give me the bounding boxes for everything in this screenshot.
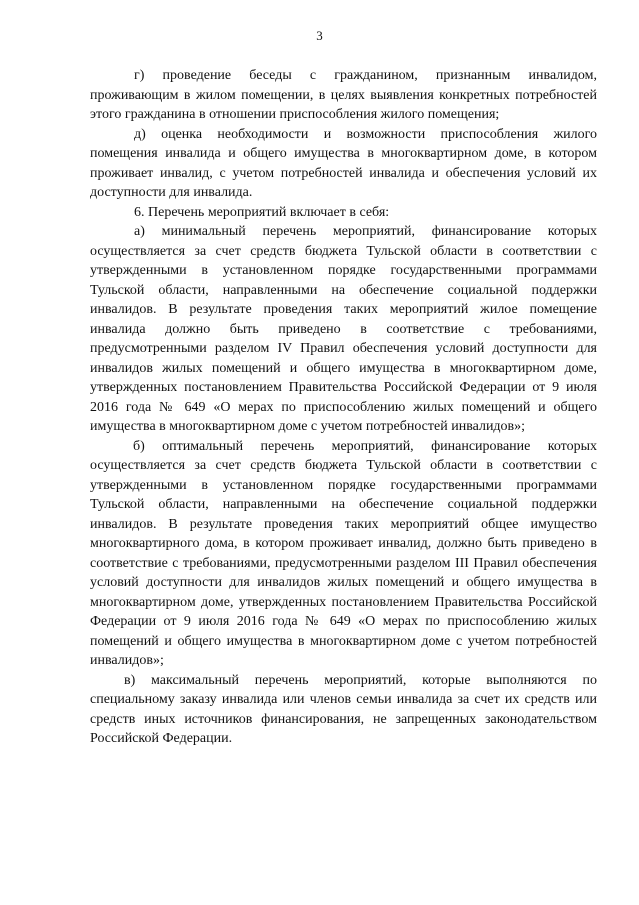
paragraph-item-a: а) минимальный перечень мероприятий, финансирование которых осуществляется за счет средств бюджета Тульской области в соответствии с утвержденными в установленном порядке государственными программами Тульской области, направленными на обеспечение социальной поддержки инвалидов. В результате проведения таких мероприятий жилое помещение инвалида должно быть приведено в соответствие с требованиями, предусмотренными разделом IV Правил обеспечения условий доступности для инвалидов жилых помещений и общего имущества в многоквартирном доме, утвержденных постановлением Правительства Российской Федерации от 9 июля 2016 года № 649 «О мерах по приспособлению жилых помещений и общего имущества в многоквартирном доме с учетом потребностей инвалидов»;	[90, 224, 597, 434]
paragraph-item-b: б) оптимальный перечень мероприятий, финансирование которых осуществляется за счет средств бюджета Тульской области в соответствии с утвержденными в установленном порядке государственными программами Тульской области, направленными на обеспечение социальной поддержки инвалидов. В результате проведения таких мероприятий общее имущество многоквартирного дома, в котором проживает инвалид, должно быть приведено в соответствие с требованиями, предусмотренными разделом III Правил обеспечения условий доступности для инвалидов жилых помещений и общего имущества в многоквартирном доме, утвержденных постановлением Правительства Российской Федерации от 9 июля 2016 года № 649 «О мерах по приспособлению жилых помещений и общего имущества в многоквартирном доме с учетом потребностей инвалидов»;	[90, 438, 597, 668]
document-body	[90, 66, 597, 749]
paragraph-item-g: г) проведение беседы с гражданином, признанным инвалидом, проживающим в жилом помещении, в целях выявления конкретных потребностей этого гражданина в отношении приспособления жилого помещения;	[90, 68, 597, 122]
paragraph-item-d: д) оценка необходимости и возможности приспособления жилого помещения инвалида и общего имущества в многоквартирном доме, в котором проживает инвалид, с учетом потребностей инвалида и обеспечения условий их доступности для инвалида.	[90, 126, 597, 200]
page-number: 3	[316, 28, 323, 43]
paragraph-item-v: в) максимальный перечень мероприятий, которые выполняются по специальному заказу инвалида или членов семьи инвалида за счет их средств или средств иных источников финансирования, не запрещенных законодательством Российской Федерации.	[90, 672, 597, 746]
paragraph-section-6: 6. Перечень мероприятий включает в себя:	[134, 204, 390, 220]
